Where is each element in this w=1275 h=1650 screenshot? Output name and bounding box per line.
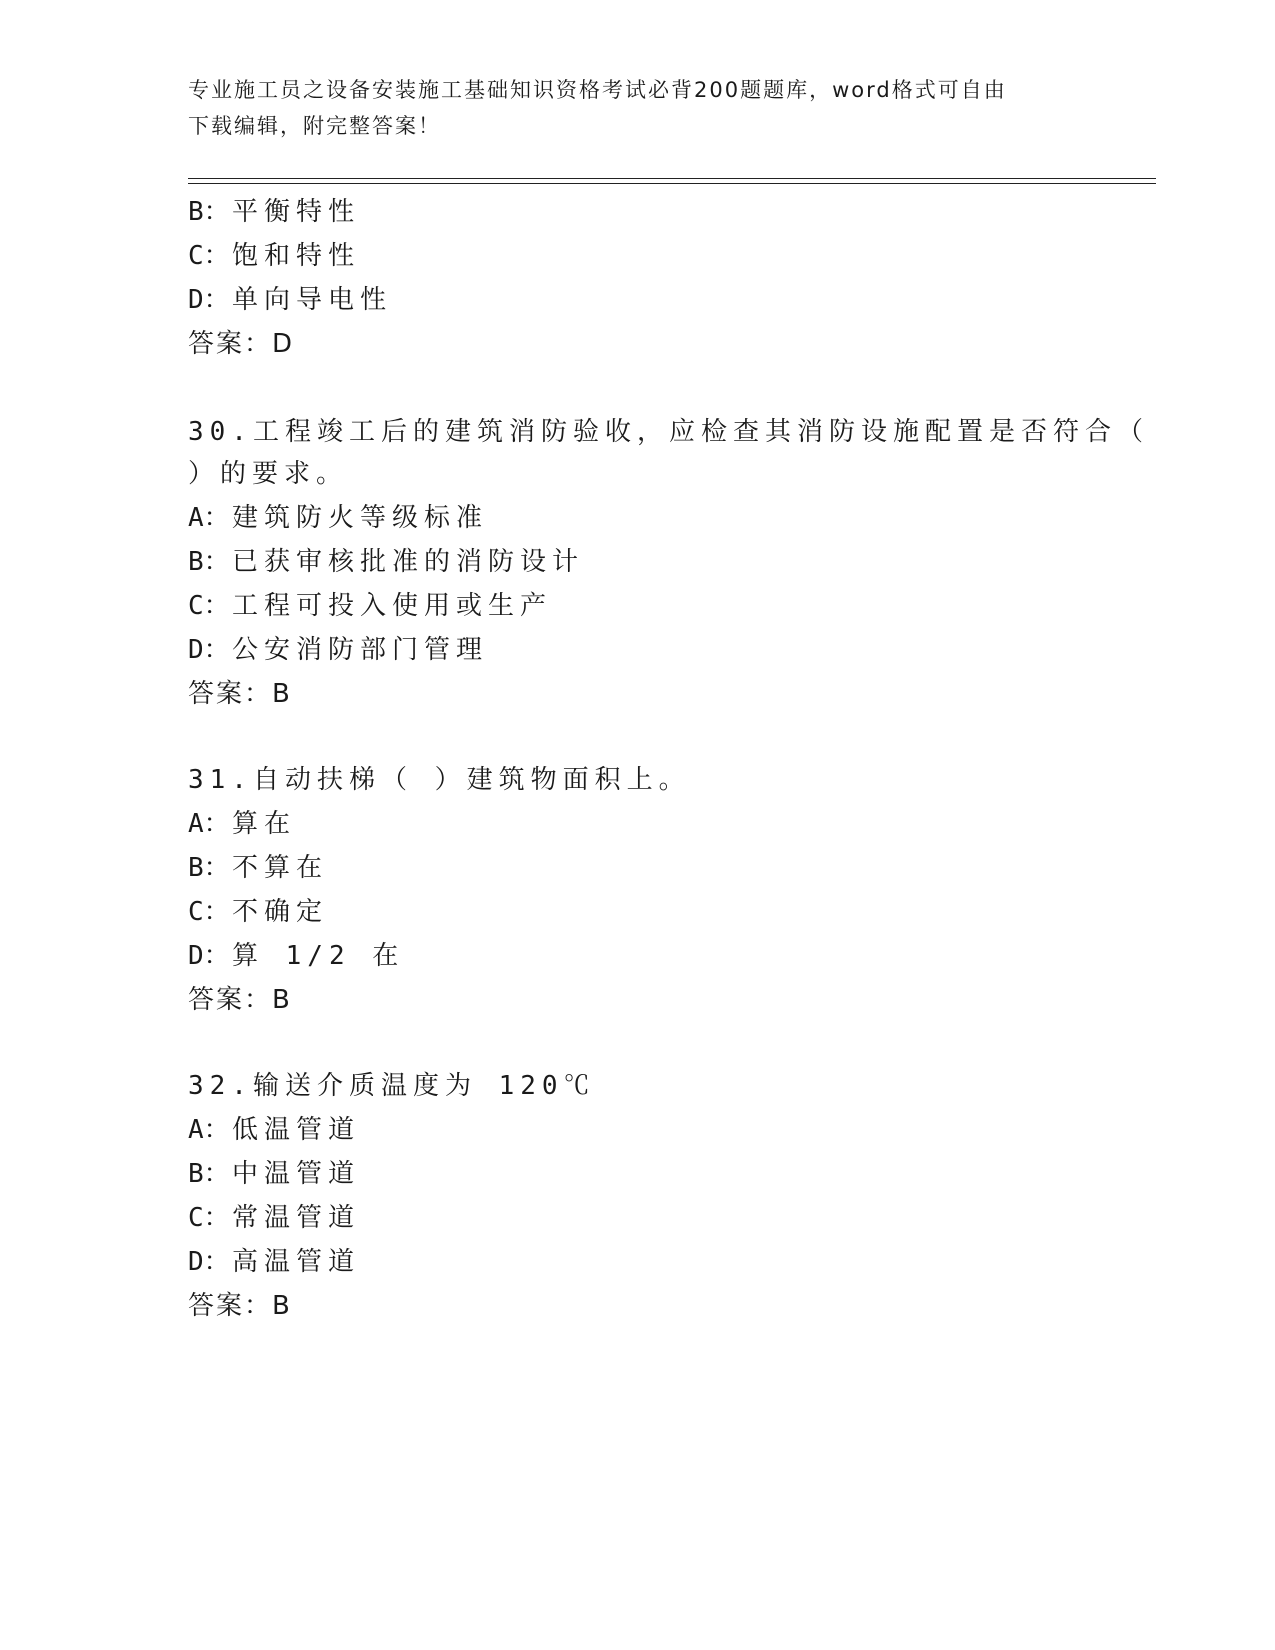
option-letter: D： [188,941,230,971]
answer-line: 答案：B [188,1291,292,1321]
option-row [188,634,488,666]
option-text: 不确定 [232,897,329,927]
option-letter: D： [188,635,230,665]
answer-line: 答案：B [188,985,292,1015]
document-header [188,72,1088,144]
option-text: 已获审核批准的消防设计 [232,547,585,577]
option-text: 高温管道 [232,1247,361,1277]
option-row [188,940,404,972]
option-letter: D： [188,285,230,315]
question-stem: 30.工程竣工后的建筑消防验收，应检查其消防设施配置是否符合（ [188,417,1149,447]
option-text: 中温管道 [232,1159,361,1189]
header-line-2: 下载编辑，附完整答案！ [188,114,441,138]
option-row [188,1202,360,1234]
option-text: 常温管道 [232,1203,361,1233]
option-letter: C： [188,1203,230,1233]
question-stem: 31.自动扶梯（ ）建筑物面积上。 [188,765,691,795]
option-row [188,1246,360,1278]
answer-line: 答案：B [188,679,292,709]
option-text: 不算在 [232,853,329,883]
option-text: 算在 [232,809,297,839]
option-row [188,590,552,622]
header-line-1: 专业施工员之设备安装施工基础知识资格考试必背200题题库，word格式可自由 [188,78,1007,102]
option-row [188,240,360,272]
option-letter: A： [188,503,230,533]
option-letter: C： [188,241,230,271]
option-row [188,284,392,316]
question-stem-continued: ）的要求。 [188,459,349,489]
option-letter: B： [188,1159,230,1189]
option-row [188,896,328,928]
option-text: 工程可投入使用或生产 [232,591,553,621]
option-letter: C： [188,591,230,621]
option-text: 饱和特性 [232,241,361,271]
option-row [188,502,488,534]
option-row [188,1158,360,1190]
option-row [188,1114,360,1146]
option-row [188,196,360,228]
option-text: 单向导电性 [232,285,393,315]
option-text: 建筑防火等级标准 [232,503,489,533]
option-text: 公安消防部门管理 [232,635,489,665]
option-letter: C： [188,897,230,927]
option-letter: D： [188,1247,230,1277]
option-letter: B： [188,197,230,227]
answer-line: 答案：D [188,329,295,359]
header-divider-top [188,178,1156,179]
option-text: 低温管道 [232,1115,361,1145]
question-stem: 32.输送介质温度为 120℃ [188,1071,596,1101]
option-text: 算 1/2 在 [232,941,405,971]
header-divider-bottom [188,183,1156,184]
option-letter: A： [188,809,230,839]
option-letter: B： [188,547,230,577]
option-row [188,852,328,884]
option-text: 平衡特性 [232,197,361,227]
option-row [188,808,296,840]
option-letter: B： [188,853,230,883]
option-row [188,546,584,578]
option-letter: A： [188,1115,230,1145]
